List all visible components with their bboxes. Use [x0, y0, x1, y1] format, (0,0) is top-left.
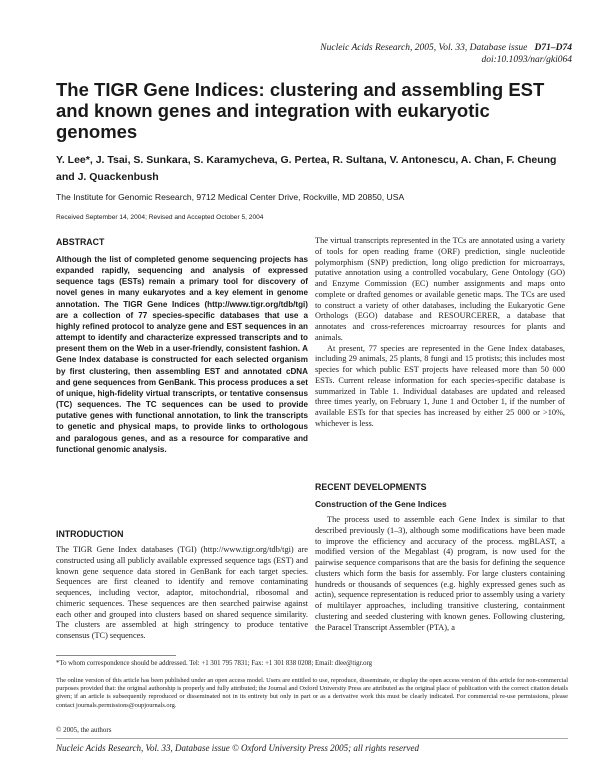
introduction-text [56, 545, 308, 642]
header-line-1 [320, 42, 572, 54]
correspondence-footnote: *To whom correspondence should be addressed. Tel: +1 301 795 7831; Fax: +1 301 838 0208; Email: dlee@tigr.org [56, 660, 373, 667]
affiliation: The Institute for Genomic Research, 9712 Medical Center Drive, Rockville, MD 20850, USA [56, 192, 405, 202]
footnote-rule [56, 655, 176, 656]
doi[interactable]: doi:10.1093/nar/gki064 [481, 55, 572, 65]
construction-subheading: Construction of the Gene Indices [315, 499, 447, 509]
abstract-heading: ABSTRACT [56, 237, 105, 247]
right-paragraph-1: The virtual transcripts represented in the TCs are annotated using a variety of tools for open reading frame (ORF) prediction, single nucleotide polymorphism (SNP) prediction, long oligo prediction for microarrays, putative annotation using a controlled vocabulary, Gene Ontology (GO) and Enzyme Commission (EC) number assignments and maps onto complete or drafted genomes or available genetic maps. The TCs are used to construct a variety of other databases, including the Eukaryotic Gene Orthologs (EGO) database and RESOURCERER, a database that annotates and cross-references microarray resources for plants and animals. [315, 236, 565, 342]
right-paragraph-2: At present, 77 species are represented in the Gene Index databases, including 29 animals, 25 plants, 8 fungi and 15 protists; this includes most species for which public EST projects have released more than 50 000 ESTs. Current release information for each species-specific database is summarized in Table 1. Individual databases are updated and released three times yearly, on February 1, June 1 and October 1, if the number of available ESTs for that species has increased by either 25 000 or >10%, whichever is less. [315, 343, 565, 428]
footer-rule [56, 738, 568, 739]
recent-developments-heading: RECENT DEVELOPMENTS [315, 482, 427, 492]
article-title: The TIGR Gene Indices: clustering and assembling EST and known genes and integration with eukaryotic genomes [56, 79, 545, 142]
journal-footer: Nucleic Acids Research, Vol. 33, Database issue © Oxford University Press 2005; all rights reserved [56, 743, 420, 753]
abstract-text: Although the list of completed genome sequencing projects has expanded rapidly, sequencing and analysis of expressed sequence tags (ESTs) remain a primary tool for discovery of novel genes in many eukaryotes and a key element in genome annotation. The TIGR Gene Indices (http://www.tigr.org/tdb/tgi) are a collection of 77 species-specific databases that use a highly refined protocol to analyze gene and EST sequences in an attempt to identify and characterize expressed transcripts and to present them on the Web in a user-friendly, consistent fashion. A Gene Index database is constructed for each selected organism by first clustering, then assembling EST and annotated cDNA and gene sequences from GenBank. This process produces a set of unique, high-fidelity virtual transcripts, or tentative consensus (TC) sequences. The TC sequences can be used to provide putative genes with functional annotation, to link the transcripts to genetic and physical maps, to provide links to orthologous and paralogous genes, and as a resource for comparative and functional genomic analysis. [56, 255, 308, 454]
right-column-intro [315, 236, 565, 430]
running-header [320, 42, 572, 66]
license-statement: The online version of this article has been published under an open access model. Users are entitled to use, reproduce, disseminate, or display the open access version of this article for non-commercial purposes provided that: the original authorship is properly and fully attributed; the Journal and Oxford University Press are attributed as the original place of publication with the correct citation details given; if an article is subsequently reproduced or disseminated not in its entirety but only in part or as a derivative work this must be clearly indicated. For commercial re-use permissions, please contact journals.permissions@oupjournals.org. [56, 677, 568, 709]
page-range: D71–D74 [534, 43, 572, 53]
journal-citation: Nucleic Acids Research, 2005, Vol. 33, Database issue [320, 43, 528, 53]
right-paragraph-3: The process used to assemble each Gene Index is similar to that described previously (1–3), although some modifications have been made to improve the efficiency and accuracy of the process. mgBLAST, a modified version of the Megablast (4) program, is now used for the pairwise sequence comparisons that are the basis for defining the sequence clusters which form the basis for assembly. For large clusters containing hundreds or thousands of sequences (e.g. highly expressed genes such as actin), sequence representation is reduced prior to assembly using a variety of multilayer approaches, including transitive clustering, containment clustering and seeded clustering with known genes. Following clustering, the Paracel Transcript Assembler (PTA), a [315, 515, 565, 632]
introduction-paragraph: The TIGR Gene Index databases (TGI) (http://www.tigr.org/tdb/tgi) are constructed using all publicly available expressed sequence tags (EST) and known gene sequence data stored in GenBank for each target species. Sequences are first cleaned to identify and remove contaminating sequences, including vector, adaptor, mitochondrial, ribosomal and chimeric sequences. These sequences are then searched pairwise against each other and grouped into clusters based on shared sequence similarity. The clusters are assembled at high stringency to produce tentative consensus (TC) sequences. [56, 545, 308, 640]
introduction-heading: INTRODUCTION [56, 529, 124, 539]
received-dates: Received September 14, 2004; Revised and Accepted October 5, 2004 [56, 214, 264, 221]
copyright-notice: © 2005, the authors [56, 726, 112, 734]
author-list: Y. Lee*, J. Tsai, S. Sunkara, S. Karamycheva, G. Pertea, R. Sultana, V. Antonescu, A. Chan, F. Cheung and J. Quackenbush [56, 154, 557, 183]
construction-text [315, 515, 565, 633]
